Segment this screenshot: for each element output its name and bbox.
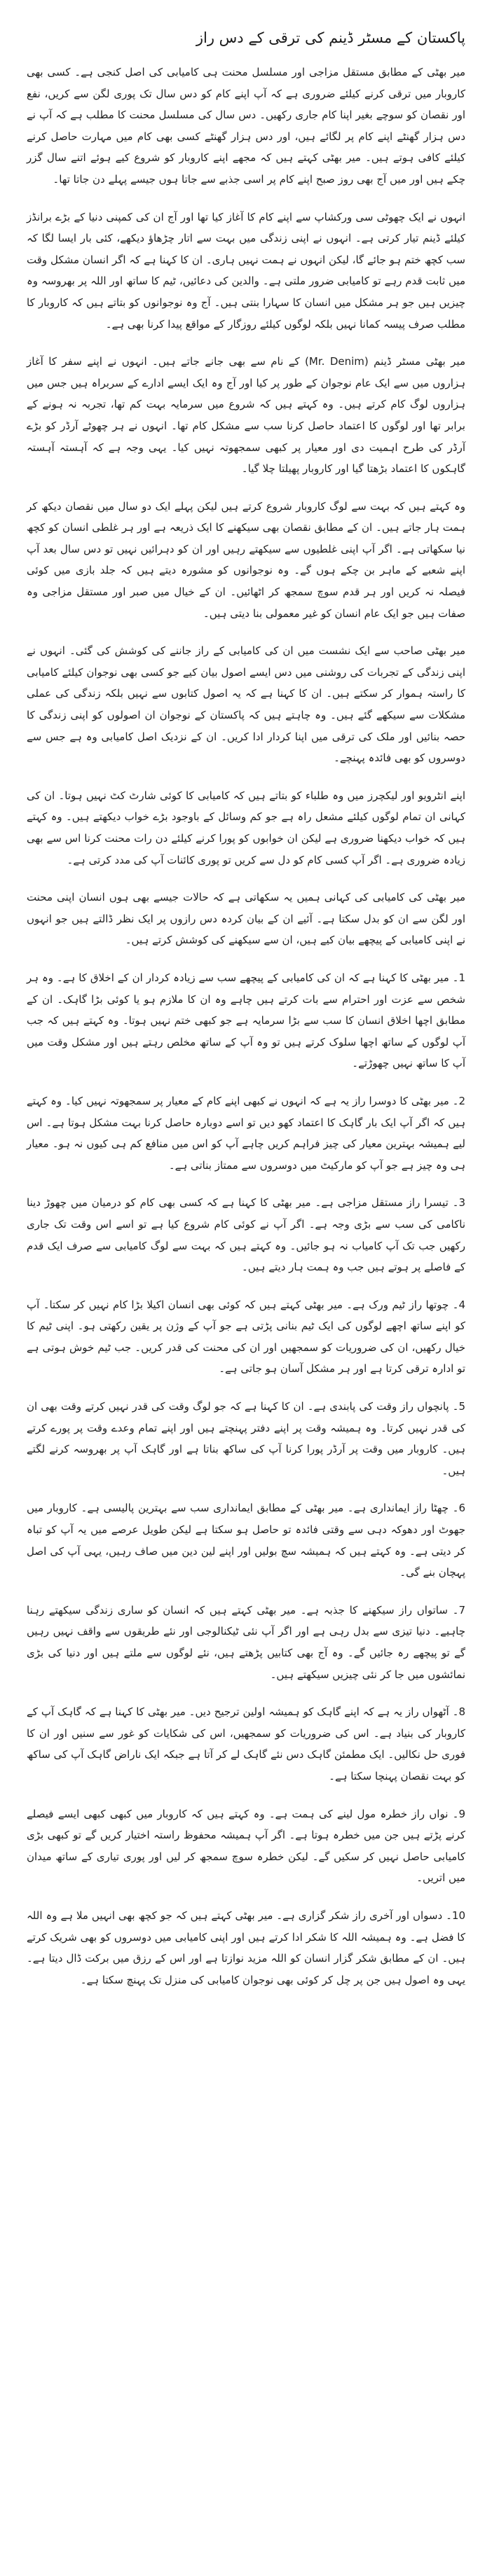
secret-10: 10۔ دسواں اور آخری راز شکر گزاری ہے۔ میر بھٹی کہتے ہیں کہ جو کچھ بھی انہیں ملا ہے وہ اللہ کا فضل ہے۔ وہ ہمیشہ اللہ کا شکر ادا کرتے ہیں اور اپنی کامیابی میں دوسروں کو بھی شریک کرتے ہیں۔ ان کے مطابق شکر گزار انسان کو اللہ مزید نوازتا ہے اور اس کے رزق میں برکت ڈال دیتا ہے۔ یہی وہ اصول ہیں جن پر چل کر کوئی بھی نوجوان کامیابی کی منزل تک پہنچ سکتا ہے۔ — [27, 1909, 465, 1986]
secret-3: 3۔ تیسرا راز مستقل مزاجی ہے۔ میر بھٹی کا کہنا ہے کہ کسی بھی کام کو درمیان میں چھوڑ دینا ناکامی کی سب سے بڑی وجہ ہے۔ اگر آپ نے کوئی کام شروع کیا ہے تو اسے اس وقت تک جاری رکھیں جب تک آپ کامیاب نہ ہو جائیں۔ وہ کہتے ہیں کہ بہت سے لوگ کامیابی سے صرف ایک قدم کے فاصلے پر ہوتے ہیں جب وہ ہمت ہار دیتے ہیں۔ — [27, 1196, 465, 1274]
secret-7: 7۔ ساتواں راز سیکھنے کا جذبہ ہے۔ میر بھٹی کہتے ہیں کہ انسان کو ساری زندگی سیکھتے رہنا چاہیے۔ دنیا تیزی سے بدل رہی ہے اور اگر آپ نئی ٹیکنالوجی اور نئے طریقوں سے واقف نہیں رہیں گے تو پیچھے رہ جائیں گے۔ وہ آج بھی کتابیں پڑھتے ہیں، نئے لوگوں سے ملتے ہیں اور دنیا کی بڑی نمائشوں میں جا کر نئی چیزیں سیکھتے ہیں۔ — [27, 1603, 465, 1681]
intro-paragraph-4: وہ کہتے ہیں کہ بہت سے لوگ کاروبار شروع کرتے ہیں لیکن پہلے ایک دو سال میں نقصان دیکھ کر ہمت ہار جاتے ہیں۔ ان کے مطابق نقصان بھی سیکھنے کا ایک ذریعہ ہے اور ہر غلطی انسان کو کچھ نیا سکھاتی ہے۔ اگر آپ اپنی غلطیوں سے سیکھتے رہیں اور ان کو دہرائیں نہیں تو دس سال بعد آپ اپنے شعبے کے ماہر بن چکے ہوں گے۔ وہ نوجوانوں کو مشورہ دیتے ہیں کہ جلد بازی میں کوئی فیصلہ نہ کریں اور ہر قدم سوچ سمجھ کر اٹھائیں۔ ان کے خیال میں صبر اور مستقل مزاجی وہ صفات ہیں جو ایک عام انسان کو غیر معمولی بنا دیتی ہیں۔ — [27, 499, 465, 620]
intro-paragraph-2: انہوں نے ایک چھوٹی سی ورکشاپ سے اپنے کام کا آغاز کیا تھا اور آج ان کی کمپنی دنیا کے بڑے برانڈز کیلئے ڈینم تیار کرتی ہے۔ انہوں نے اپنی زندگی میں بہت سے اتار چڑھاؤ دیکھے، کئی بار ایسا لگا کہ سب کچھ ختم ہو جائے گا، لیکن انہوں نے ہمت نہیں ہاری۔ ان کا کہنا ہے کہ اگر انسان مشکل وقت میں ثابت قدم رہے تو کامیابی ضرور ملتی ہے۔ والدین کی دعائیں، ٹیم کا ساتھ اور اللہ پر بھروسہ وہ چیزیں ہیں جو ہر مشکل میں انسان کا سہارا بنتی ہیں۔ آج وہ نوجوانوں کو بتاتے ہیں کہ کاروبار کا مطلب صرف پیسہ کمانا نہیں بلکہ لوگوں کیلئے روزگار کے مواقع پیدا کرنا بھی ہے۔ — [27, 210, 465, 331]
intro-paragraph-6: اپنے انٹرویو اور لیکچرز میں وہ طلباء کو بتاتے ہیں کہ کامیابی کا کوئی شارٹ کٹ نہیں ہوتا۔ ان کی کہانی ان تمام لوگوں کیلئے مشعل راہ ہے جو کم وسائل کے باوجود بڑے خواب دیکھتے ہیں۔ وہ کہتے ہیں کہ خواب دیکھنا ضروری ہے لیکن ان خوابوں کو پورا کرنے کیلئے دن رات محنت کرنا اس سے بھی زیادہ ضروری ہے۔ اگر آپ کسی کام کو دل سے کریں تو پوری کائنات آپ کی مدد کرتی ہے۔ — [27, 789, 465, 866]
article-title: پاکستان کے مسٹر ڈینم کی ترقی کے دس راز — [196, 29, 465, 46]
secret-2: 2۔ میر بھٹی کا دوسرا راز یہ ہے کہ انہوں نے کبھی اپنے کام کے معیار پر سمجھوتہ نہیں کیا۔ وہ کہتے ہیں کہ اگر آپ ایک بار گاہک کا اعتماد کھو دیں تو اسے دوبارہ حاصل کرنا بہت مشکل ہوتا ہے۔ اس لیے ہمیشہ بہترین معیار کی چیز فراہم کریں چاہے آپ کو اس میں منافع کم ہی کیوں نہ ہو۔ معیار ہی وہ چیز ہے جو آپ کو مارکیٹ میں دوسروں سے ممتاز بناتی ہے۔ — [27, 1094, 465, 1172]
intro-paragraph-3: میر بھٹی مسٹر ڈینم (Mr. Denim) کے نام سے بھی جانے جاتے ہیں۔ انہوں نے اپنے سفر کا آغاز ہزاروں میں سے ایک عام نوجوان کے طور پر کیا اور آج وہ ایک ایسے ادارے کے سربراہ ہیں جس میں ہزاروں لوگ کام کرتے ہیں۔ وہ کہتے ہیں کہ شروع میں سرمایہ بہت کم تھا، تجربہ نہ ہونے کے برابر تھا اور لوگوں کا اعتماد حاصل کرنا سب سے مشکل کام تھا۔ انہوں نے ہر چھوٹے آرڈر کو بڑے آرڈر کی طرح اہمیت دی اور معیار پر کبھی سمجھوتہ نہیں کیا۔ یہی وجہ ہے کہ آہستہ آہستہ گاہکوں کا اعتماد بڑھتا گیا اور کاروبار پھیلتا چلا گیا۔ — [27, 355, 465, 476]
secret-9: 9۔ نواں راز خطرہ مول لینے کی ہمت ہے۔ وہ کہتے ہیں کہ کاروبار میں کبھی کبھی ایسے فیصلے کرنے پڑتے ہیں جن میں خطرہ ہوتا ہے۔ اگر آپ ہمیشہ محفوظ راستہ اختیار کریں گے تو کبھی بڑی کامیابی حاصل نہیں کر سکیں گے۔ لیکن خطرہ سوچ سمجھ کر لیں اور پوری تیاری کے ساتھ میدان میں اتریں۔ — [27, 1807, 465, 1885]
intro-paragraph-1: میر بھٹی کے مطابق مستقل مزاجی اور مسلسل محنت ہی کامیابی کی اصل کنجی ہے۔ کسی بھی کاروبار میں ترقی کرنے کیلئے ضروری ہے کہ آپ اپنے کام کو دس سال تک پوری لگن سے کریں، نفع اور نقصان کو سوچے بغیر اپنا کام جاری رکھیں۔ دس سال کی مسلسل محنت کا مطلب ہے کہ آپ نے دس ہزار گھنٹے اپنے کام پر لگائے ہیں، اور دس ہزار گھنٹے کسی بھی کام میں مہارت حاصل کرنے کیلئے کافی ہوتے ہیں۔ میر بھٹی کہتے ہیں کہ مجھے اپنے کاروبار کو شروع کیے ہوئے اتنے سال گزر چکے ہیں اور میں آج بھی روز صبح اپنے کام پر اسی جذبے سے جاتا ہوں جیسے پہلے دن جاتا تھا۔ — [27, 66, 465, 186]
secret-8: 8۔ آٹھواں راز یہ ہے کہ اپنے گاہک کو ہمیشہ اولین ترجیح دیں۔ میر بھٹی کا کہنا ہے کہ گاہک آپ کے کاروبار کی بنیاد ہے۔ اس کی ضروریات کو سمجھیں، اس کی شکایات کو غور سے سنیں اور ان کا فوری حل نکالیں۔ ایک مطمئن گاہک دس نئے گاہک لے کر آتا ہے جبکہ ایک ناراض گاہک آپ کی ساکھ کو بہت نقصان پہنچا سکتا ہے۔ — [27, 1705, 465, 1782]
intro-paragraph-5: میر بھٹی صاحب سے ایک نشست میں ان کی کامیابی کے راز جاننے کی کوشش کی گئی۔ انہوں نے اپنی زندگی کے تجربات کی روشنی میں دس ایسے اصول بیان کیے جو کسی بھی نوجوان کیلئے کامیابی کا راستہ ہموار کر سکتے ہیں۔ ان کا کہنا ہے کہ یہ اصول کتابوں سے نہیں بلکہ زندگی کی عملی مشکلات سے سیکھے گئے ہیں۔ وہ چاہتے ہیں کہ پاکستان کے نوجوان ان اصولوں کو اپنی زندگی کا حصہ بنائیں اور ملک کی ترقی میں اپنا کردار ادا کریں۔ ان کے نزدیک اصل کامیابی وہ ہے جس سے دوسروں کو بھی فائدہ پہنچے۔ — [27, 644, 465, 765]
intro-paragraph-7: میر بھٹی کی کامیابی کی کہانی ہمیں یہ سکھاتی ہے کہ حالات جیسے بھی ہوں انسان اپنی محنت اور لگن سے ان کو بدل سکتا ہے۔ آئیے ان کے بیان کردہ دس رازوں پر ایک نظر ڈالتے ہیں جو انہوں نے اپنی کامیابی کے پیچھے بیان کیے ہیں، ان سے سیکھنے کی کوشش کرتے ہیں۔ — [27, 891, 465, 947]
secret-5: 5۔ پانچواں راز وقت کی پابندی ہے۔ ان کا کہنا ہے کہ جو لوگ وقت کی قدر نہیں کرتے وقت بھی ان کی قدر نہیں کرتا۔ وہ ہمیشہ وقت پر اپنے دفتر پہنچتے ہیں اور اپنے تمام وعدے وقت پر پورے کرتے ہیں۔ کاروبار میں وقت پر آرڈر پورا کرنا آپ کی ساکھ بناتا ہے اور گاہک آپ پر بھروسہ کرنے لگتے ہیں۔ — [27, 1400, 465, 1477]
secret-4: 4۔ چوتھا راز ٹیم ورک ہے۔ میر بھٹی کہتے ہیں کہ کوئی بھی انسان اکیلا بڑا کام نہیں کر سکتا۔ آپ کو اپنے ساتھ اچھے لوگوں کی ایک ٹیم بنانی پڑتی ہے جو آپ کے وژن پر یقین رکھتی ہو۔ اپنی ٹیم کا خیال رکھیں، ان کی ضروریات کو سمجھیں اور ان کی محنت کی قدر کریں۔ جب ٹیم خوش ہوتی ہے تو ادارہ ترقی کرتا ہے اور ہر مشکل آسان ہو جاتی ہے۔ — [27, 1298, 465, 1376]
secret-1: 1۔ میر بھٹی کا کہنا ہے کہ ان کی کامیابی کے پیچھے سب سے زیادہ کردار ان کے اخلاق کا ہے۔ وہ ہر شخص سے عزت اور احترام سے بات کرتے ہیں چاہے وہ ان کا ملازم ہو یا کوئی بڑا گاہک۔ ان کے مطابق اچھا اخلاق انسان کا سب سے بڑا سرمایہ ہے جو کبھی ختم نہیں ہوتا۔ وہ کہتے ہیں کہ جب آپ لوگوں کے ساتھ اچھا سلوک کرتے ہیں تو وہ آپ کے ساتھ مخلص رہتے ہیں اور مشکل وقت میں آپ کا ساتھ نہیں چھوڑتے۔ — [27, 971, 465, 1070]
secret-6: 6۔ چھٹا راز ایمانداری ہے۔ میر بھٹی کے مطابق ایمانداری سب سے بہترین پالیسی ہے۔ کاروبار میں جھوٹ اور دھوکہ دہی سے وقتی فائدہ تو حاصل ہو سکتا ہے لیکن طویل عرصے میں یہ آپ کو تباہ کر دیتی ہے۔ وہ کہتے ہیں کہ ہمیشہ سچ بولیں اور اپنے لین دین میں صاف رہیں، یہی آپ کی اصل پہچان بنے گی۔ — [27, 1502, 465, 1579]
